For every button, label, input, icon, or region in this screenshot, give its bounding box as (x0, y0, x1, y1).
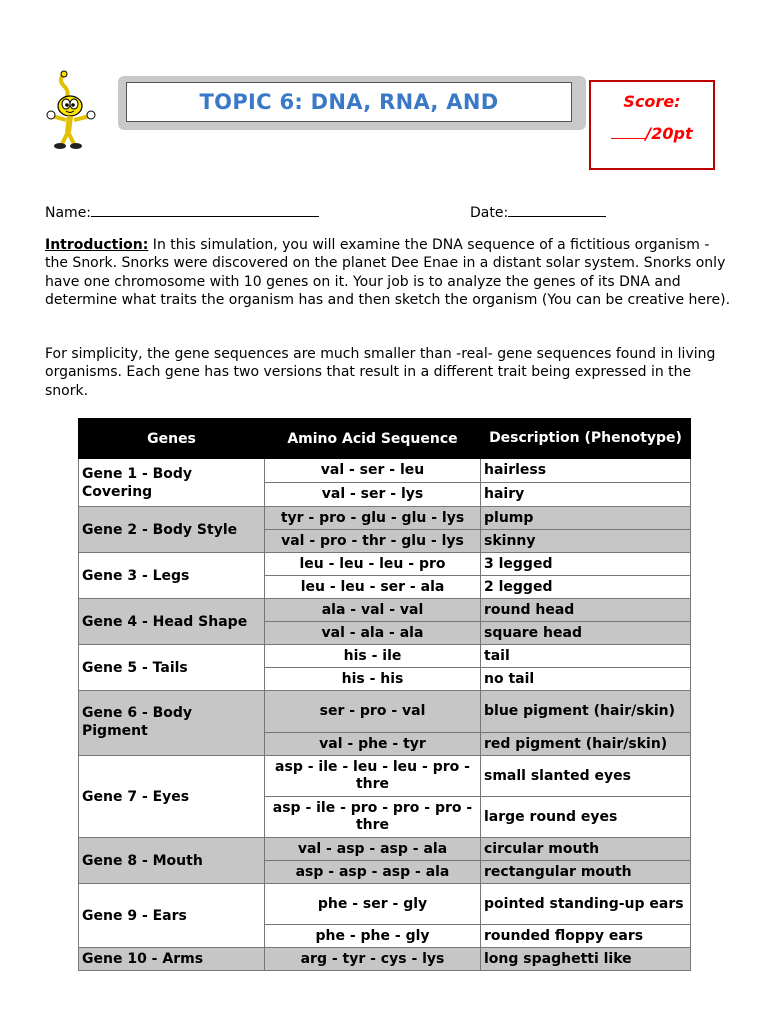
amino-acid-sequence: val - pro - thr - glu - lys (265, 530, 481, 553)
amino-acid-sequence: ala - val - val (265, 599, 481, 622)
amino-acid-sequence: phe - ser - gly (265, 884, 481, 925)
amino-acid-sequence: val - ser - leu (265, 459, 481, 483)
phenotype-description: round head (481, 599, 691, 622)
date-field (470, 201, 606, 221)
amino-acid-sequence: his - his (265, 668, 481, 691)
table-row (79, 691, 691, 733)
gene-name: Gene 5 - Tails (79, 645, 265, 691)
score-box (589, 80, 715, 170)
header-genes: Genes (79, 419, 265, 459)
phenotype-description: rounded floppy ears (481, 925, 691, 948)
score-value: /20pt (591, 124, 713, 143)
page-title: TOPIC 6: DNA, RNA, AND (199, 90, 499, 114)
gene-name: Gene 4 - Head Shape (79, 599, 265, 645)
name-blank[interactable] (91, 201, 319, 217)
name-field (45, 201, 319, 221)
amino-acid-sequence: arg - tyr - cys - lys (265, 948, 481, 971)
table-row (79, 553, 691, 576)
table-row (79, 948, 691, 971)
table-row (79, 507, 691, 530)
gene-name: Gene 1 - Body Covering (79, 459, 265, 507)
amino-acid-sequence: val - ser - lys (265, 483, 481, 507)
gene-name: Gene 8 - Mouth (79, 838, 265, 884)
amino-acid-sequence: his - ile (265, 645, 481, 668)
phenotype-description: hairy (481, 483, 691, 507)
date-label: Date: (470, 205, 509, 221)
table-row (79, 459, 691, 483)
header-description: Description (Phenotype) (481, 419, 691, 459)
phenotype-description: tail (481, 645, 691, 668)
table-row (79, 884, 691, 925)
phenotype-description: plump (481, 507, 691, 530)
phenotype-description: small slanted eyes (481, 756, 691, 797)
title-banner (118, 76, 586, 130)
score-blank[interactable] (611, 124, 645, 139)
gene-name: Gene 7 - Eyes (79, 756, 265, 838)
amino-acid-sequence: ser - pro - val (265, 691, 481, 733)
score-label: Score: (623, 92, 681, 111)
gene-name: Gene 9 - Ears (79, 884, 265, 948)
amino-acid-sequence: val - phe - tyr (265, 733, 481, 756)
gene-name: Gene 6 - Body Pigment (79, 691, 265, 756)
phenotype-description: 3 legged (481, 553, 691, 576)
phenotype-description: hairless (481, 459, 691, 483)
dna-mascot-illustration (44, 70, 100, 150)
phenotype-description: skinny (481, 530, 691, 553)
amino-acid-sequence: leu - leu - ser - ala (265, 576, 481, 599)
amino-acid-sequence: phe - phe - gly (265, 925, 481, 948)
date-blank[interactable] (508, 201, 606, 217)
phenotype-description: rectangular mouth (481, 861, 691, 884)
amino-acid-sequence: tyr - pro - glu - glu - lys (265, 507, 481, 530)
amino-acid-sequence: val - asp - asp - ala (265, 838, 481, 861)
intro-heading: Introduction: (45, 237, 149, 253)
gene-name: Gene 10 - Arms (79, 948, 265, 971)
phenotype-description: circular mouth (481, 838, 691, 861)
phenotype-description: square head (481, 622, 691, 645)
table-row (79, 645, 691, 668)
phenotype-description: 2 legged (481, 576, 691, 599)
phenotype-description: no tail (481, 668, 691, 691)
amino-acid-sequence: val - ala - ala (265, 622, 481, 645)
amino-acid-sequence: asp - ile - pro - pro - pro - thre (265, 797, 481, 838)
gene-table (78, 418, 691, 971)
table-row (79, 599, 691, 622)
intro-text: In this simulation, you will examine the DNA sequence of a fictitious organism - the Snork. Snorks were discovered on the planet Dee Enae in a distant solar system. Snorks only have one chromosome with 10 genes on it. Your job is to analyze the genes of its DNA and determine what traits the organism has and then sketch the organism (You can be creative here). (45, 237, 731, 309)
table-row (79, 756, 691, 797)
gene-name: Gene 2 - Body Style (79, 507, 265, 553)
phenotype-description: pointed standing-up ears (481, 884, 691, 925)
table-row (79, 838, 691, 861)
gene-name: Gene 3 - Legs (79, 553, 265, 599)
amino-acid-sequence: asp - asp - asp - ala (265, 861, 481, 884)
amino-acid-sequence: leu - leu - leu - pro (265, 553, 481, 576)
phenotype-description: large round eyes (481, 797, 691, 838)
header-amino-acid-sequence: Amino Acid Sequence (265, 419, 481, 459)
phenotype-description: long spaghetti like (481, 948, 691, 971)
intro-paragraph (45, 236, 735, 310)
phenotype-description: blue pigment (hair/skin) (481, 691, 691, 733)
phenotype-description: red pigment (hair/skin) (481, 733, 691, 756)
name-label: Name: (45, 205, 92, 221)
amino-acid-sequence: asp - ile - leu - leu - pro - thre (265, 756, 481, 797)
simplicity-paragraph: For simplicity, the gene sequences are much smaller than -real- gene sequences found in living organisms. Each gene has two versions that result in a different trait being expressed in the snork. (45, 346, 716, 399)
